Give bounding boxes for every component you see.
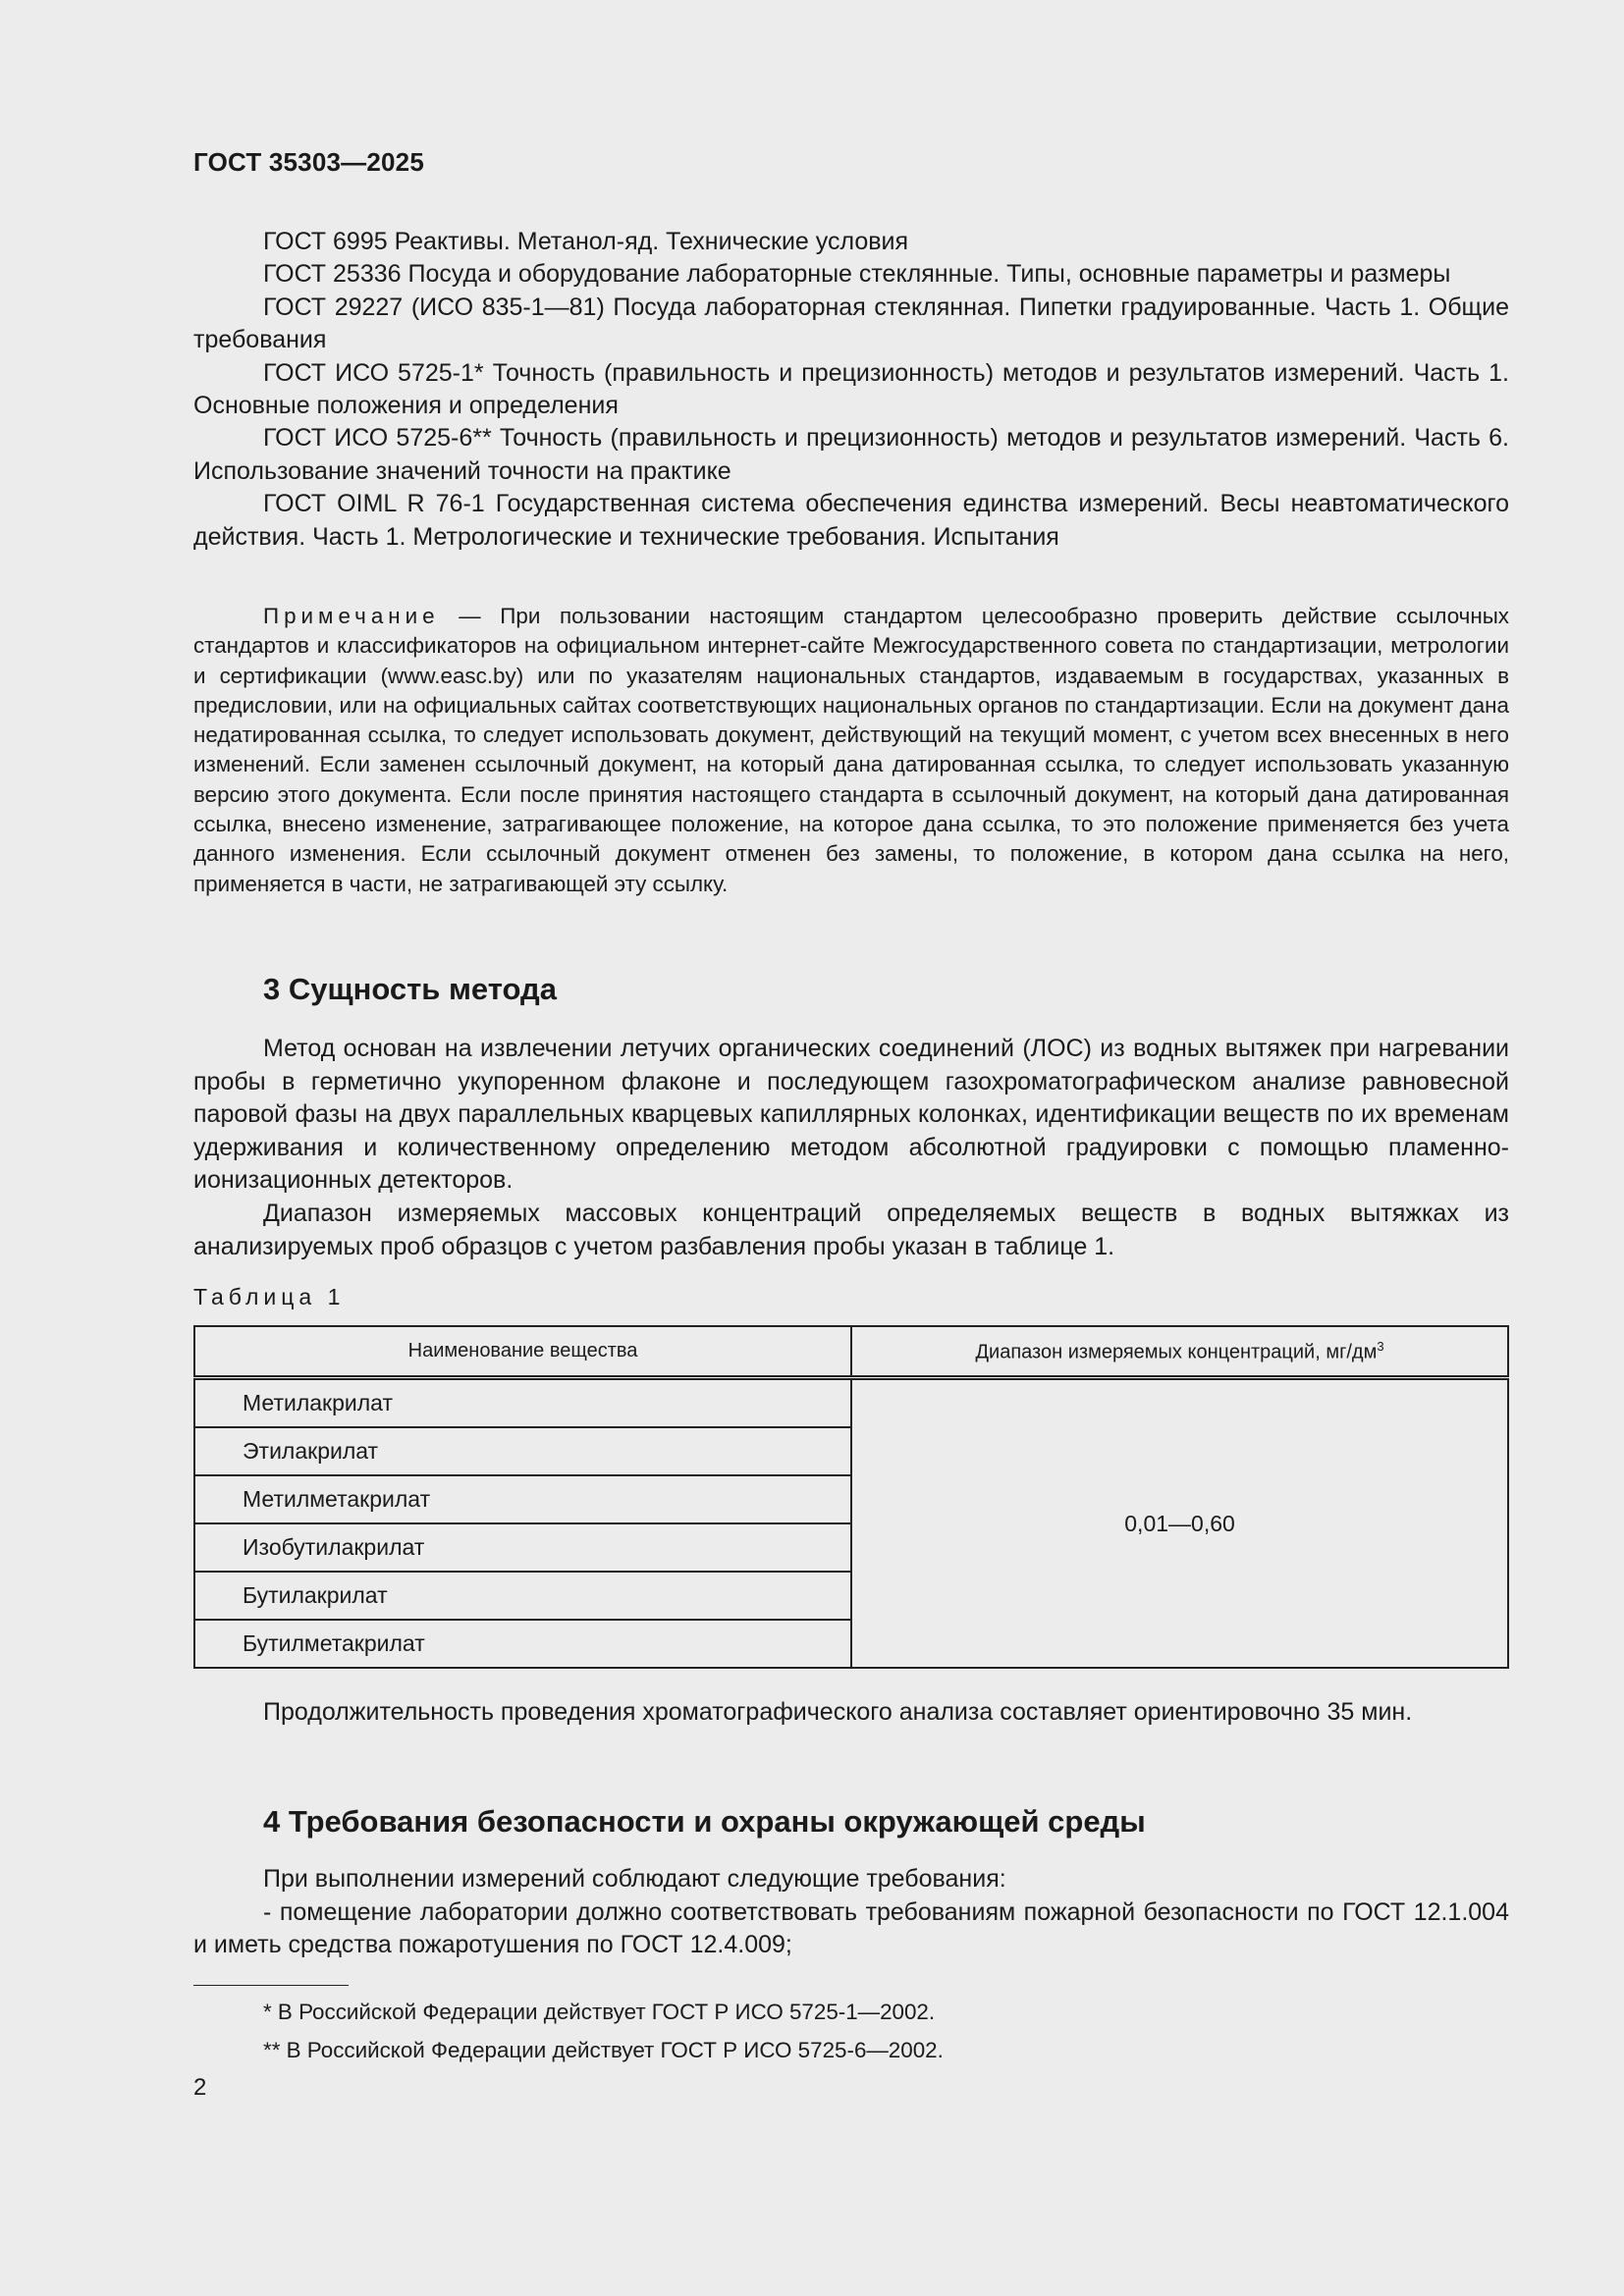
reference-item: ГОСТ 6995 Реактивы. Метанол-яд. Технические условия <box>263 228 909 255</box>
section-3-body <box>193 1033 1509 1263</box>
table-row <box>194 1378 1508 1428</box>
table-header-row <box>194 1326 1508 1378</box>
section-4-paragraph: При выполнении измерений соблюдают следующие требования: <box>263 1865 1006 1893</box>
table-caption: Таблица 1 <box>193 1284 346 1309</box>
column-header-range <box>851 1326 1508 1378</box>
substance-cell: Метилакрилат <box>194 1378 851 1428</box>
column-header-range-sup: 3 <box>1377 1338 1384 1354</box>
reference-item: ГОСТ OIML R 76-1 Государственная система обеспечения единства измерений. Весы неавтоматического действия. Часть 1. Метрологические и технические требования. Испытания <box>193 490 1509 551</box>
substance-cell: Бутилметакрилат <box>194 1620 851 1668</box>
footnote: ** В Российской Федерации действует ГОСТ Р ИСО 5725-6—2002. <box>263 2037 944 2062</box>
column-header-range-text: Диапазон измеряемых концентраций, мг/дм <box>975 1341 1378 1363</box>
references-list <box>193 226 1509 554</box>
substance-cell: Изобутилакрилат <box>194 1523 851 1572</box>
footnote: * В Российской Федерации действует ГОСТ Р ИСО 5725-1—2002. <box>263 2000 936 2024</box>
substance-cell: Метилметакрилат <box>194 1475 851 1523</box>
substance-cell: Бутилакрилат <box>194 1572 851 1620</box>
section-4-title: 4 Требования безопасности и охраны окружающей среды <box>263 1804 1146 1839</box>
footnotes <box>263 1994 944 2069</box>
section-3-title: 3 Сущность метода <box>263 972 557 1006</box>
document-header: ГОСТ 35303—2025 <box>193 147 424 177</box>
reference-item: ГОСТ 25336 Посуда и оборудование лабораторные стеклянные. Типы, основные параметры и размеры <box>263 260 1451 289</box>
section-3-paragraph: Метод основан на извлечении летучих органических соединений (ЛОС) из водных вытяжек при нагревании пробы в герметично укупоренном флаконе и последующем газохроматографическом анализе равновесной паровой фазы на двух параллельных кварцевых капиллярных колонках, идентификации веществ по их временам удерживания и количественному определению методом абсолютной градуировки с помощью пламенно-ионизационных детекторов. <box>193 1035 1509 1195</box>
section-4-body <box>193 1863 1509 1962</box>
reference-item: ГОСТ 29227 (ИСО 835-1—81) Посуда лабораторная стеклянная. Пипетки градуированные. Часть 1. Общие требования <box>193 293 1509 354</box>
range-cell: 0,01—0,60 <box>851 1378 1508 1669</box>
note-text: — При пользовании настоящим стандартом целесообразно проверить действие ссылочных стандартов и классификаторов на официальном интернет-сайте Межгосударственного совета по стандартизации, метрологии и сертификации (www.easc.by) или по указателям национальных стандартов, издаваемым в государствах, указанных в предисловии, или на официальных сайтах соответствующих национальных органов по стандартизации. Если на документ дана недатированная ссылка, то следует использовать документ, действующий на текущий момент, с учетом всех внесенных в него изменений. Если заменен ссылочный документ, на который дана датированная ссылка, то следует использовать указанную версию этого документа. Если после принятия настоящего стандарта в ссылочный документ, на который дана датированная ссылка, внесено изменение, затрагивающее положение, на которое дана ссылка, то это положение применяется без учета данного изменения. Если ссылочный документ отменен без замены, то положение, в котором дана ссылка на него, применяется в части, не затрагивающей эту ссылку. <box>193 604 1509 896</box>
references-note <box>193 602 1509 899</box>
substance-cell: Этилакрилат <box>194 1427 851 1475</box>
after-table-text <box>193 1696 1509 1730</box>
reference-item: ГОСТ ИСО 5725-1* Точность (правильность и прецизионность) методов и результатов измерений. Часть 1. Основные положения и определения <box>193 358 1509 420</box>
footnote-divider <box>193 1985 349 1986</box>
column-header-substance: Наименование вещества <box>194 1326 851 1378</box>
note-label: Примечание <box>263 604 440 628</box>
section-4-paragraph: - помещение лаборатории должно соответствовать требованиям пожарной безопасности по ГОСТ 12.1.004 и иметь средства пожаротушения по ГОСТ 12.4.009; <box>193 1897 1509 1959</box>
reference-item: ГОСТ ИСО 5725-6** Точность (правильность и прецизионность) методов и результатов измерений. Часть 6. Использование значений точности на практике <box>193 424 1509 485</box>
analysis-duration-paragraph: Продолжительность проведения хроматографического анализа составляет ориентировочно 35 мин. <box>263 1698 1413 1726</box>
page-number: 2 <box>193 2074 207 2101</box>
substances-table <box>193 1325 1509 1669</box>
section-3-paragraph: Диапазон измеряемых массовых концентраций определяемых веществ в водных вытяжках из анализируемых проб образцов с учетом разбавления пробы указан в таблице 1. <box>193 1199 1509 1260</box>
